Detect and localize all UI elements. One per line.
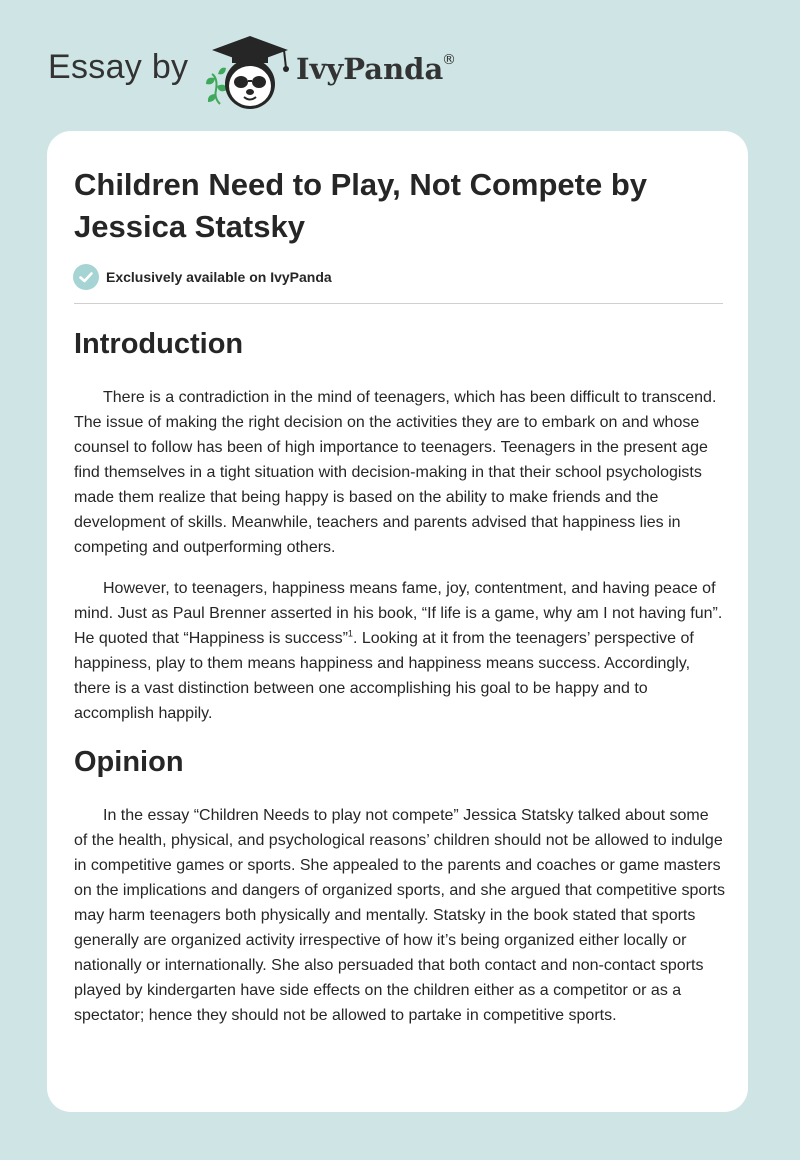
paragraph: There is a contradiction in the mind of teenagers, which has been difficult to transcend. The issue of making the right decision on the activities they are to embark on and whose counsel to follow has been of high importance to teenagers. Teenagers in the present age find themselves in a tight situation with decision-making in that their school psychologists made them realize that being happy is based on the ability to make friends and the development of skills. Meanwhile, teachers and parents advised that happiness lies in competing and outperforming others. (74, 389, 717, 556)
paragraph: In the essay “Children Needs to play not compete” Jessica Statsky talked about some of the health, physical, and psychological reasons’ children should not be allowed to indulge in competitive games or sports. She appealed to the parents and coaches or game masters on the implications and dangers of organized sports, and she argued that competitive sports may harm teenagers both physically and mentally. Statsky in the book stated that sports generally are organized activity irrespective of how it’s being organized either locally or nationally or internationally. She also persuaded that both contact and non-contact sports played by kindergarten have side effects on the children either as a competitor or as a spectator; hence they should not be allowed to partake in competitive sports. (74, 807, 726, 1024)
check-circle-icon (73, 264, 99, 290)
paragraph-with-footnote (74, 576, 726, 726)
section-heading-introduction: Introduction (74, 328, 244, 360)
paragraph-text: However, to teenagers, happiness means fame, joy, contentment, and having peace of mind. Just as Paul Brenner asserted in his book, “If life is a game, why am I not having fun”. He quoted that “Happiness is success” (74, 580, 723, 647)
paragraph-text: . Looking at it from the teenagers’ perspective of happiness, play to them means happiness and happiness means success. Accordingly, there is a vast distinction between one accomplishing his goal to be happy and to accomplish happily. (74, 630, 694, 722)
title-divider (74, 303, 723, 304)
registered-mark: ® (442, 52, 456, 68)
ivypanda-logo-icon[interactable] (198, 34, 294, 110)
brand-name: IvyPanda (296, 52, 444, 86)
essay-card (47, 131, 748, 1112)
badge-label: Exclusively available on IvyPanda (106, 269, 332, 285)
essay-title: Children Need to Play, Not Compete by Jessica Statsky (74, 167, 648, 244)
section-heading-opinion: Opinion (74, 746, 184, 778)
brand-prefix: Essay by (48, 48, 189, 86)
site-header (0, 0, 800, 130)
footnote-reference[interactable]: 1 (347, 628, 353, 639)
